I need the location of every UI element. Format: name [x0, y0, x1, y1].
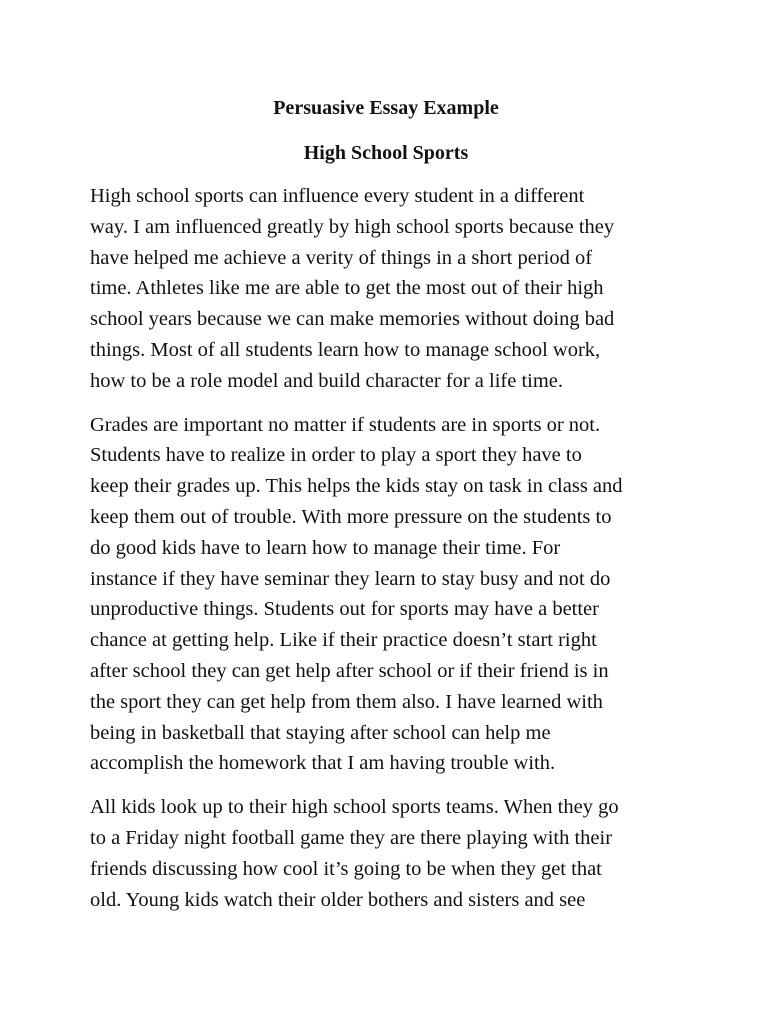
- paragraph-1: [90, 181, 682, 397]
- text-line: things. Most of all students learn how to manage school work,: [90, 338, 601, 361]
- text-line: friends discussing how cool it’s going to be when they get that: [90, 857, 602, 880]
- text-line: have helped me achieve a verity of things in a short period of: [90, 246, 593, 269]
- text-line: do good kids have to learn how to manage their time. For: [90, 536, 561, 559]
- text-line: All kids look up to their high school sports teams. When they go: [90, 796, 619, 819]
- text-line: old. Young kids watch their older bothers and sisters and see: [90, 888, 586, 911]
- text-line: time. Athletes like me are able to get the most out of their high: [90, 277, 604, 300]
- text-line: Grades are important no matter if students are in sports or not.: [90, 413, 601, 436]
- text-line: accomplish the homework that I am having trouble with.: [90, 752, 556, 775]
- text-line: chance at getting help. Like if their practice doesn’t start right: [90, 629, 597, 652]
- text-line: keep them out of trouble. With more pressure on the students to: [90, 505, 612, 528]
- text-line: the sport they can get help from them also. I have learned with: [90, 690, 603, 713]
- text-line: Students have to realize in order to play a sport they have to: [90, 444, 582, 467]
- text-line: way. I am influenced greatly by high school sports because they: [90, 215, 615, 238]
- essay-title: Persuasive Essay Example: [273, 97, 499, 119]
- text-line: to a Friday night football game they are there playing with their: [90, 826, 613, 849]
- text-line: instance if they have seminar they learn to stay busy and not do: [90, 567, 611, 590]
- text-line: unproductive things. Students out for sports may have a better: [90, 598, 599, 621]
- paragraph-3: [90, 792, 682, 915]
- essay-content: [90, 90, 682, 915]
- essay-subtitle: High School Sports: [303, 142, 469, 164]
- text-line: keep their grades up. This helps the kids stay on task in class and: [90, 475, 623, 498]
- paragraph-2: [90, 410, 682, 780]
- text-line: High school sports can influence every student in a different: [90, 185, 585, 207]
- text-line: being in basketball that staying after school can help me: [90, 721, 551, 744]
- text-line: after school they can get help after school or if their friend is in: [90, 659, 609, 682]
- text-line: how to be a role model and build character for a life time.: [90, 369, 564, 392]
- text-line: school years because we can make memories without doing bad: [90, 308, 615, 331]
